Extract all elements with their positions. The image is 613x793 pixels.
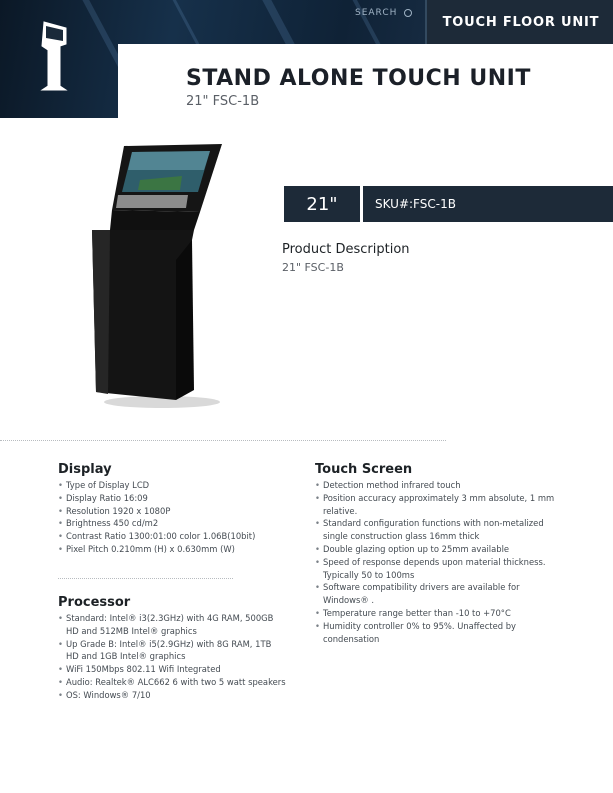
list-item: • Display Ratio 16:09: [58, 492, 288, 505]
list-item: • Standard: Intel® i3(2.3GHz) with 4G RAM, 500GB HD and 512MB Intel® graphics: [58, 612, 286, 638]
list-item: • Software compatibility drivers are available for Windows® .: [315, 581, 561, 607]
display-heading: Display: [58, 462, 112, 477]
product-description-heading: Product Description: [282, 242, 410, 257]
list-item: • Up Grade B: Intel® i5(2.9GHz) with 8G RAM, 1TB HD and 1GB Intel® graphics: [58, 638, 286, 664]
category-label: TOUCH FLOOR UNIT: [442, 14, 600, 30]
list-item: • Humidity controller 0% to 95%. Unaffected by condensation: [315, 620, 561, 646]
list-item: • Double glazing option up to 25mm available: [315, 543, 561, 556]
list-item: • Audio: Realtek® ALC662 6 with two 5 watt speakers: [58, 676, 286, 689]
list-item: • Contrast Ratio 1300:01:00 color 1.06B(10bit): [58, 530, 288, 543]
section-divider: [58, 578, 233, 579]
processor-heading: Processor: [58, 595, 131, 610]
list-item: • WiFi 150Mbps 802.11 Wifi Integrated: [58, 663, 286, 676]
product-description: 21" FSC-1B: [282, 261, 344, 274]
list-item: • Detection method infrared touch: [315, 479, 561, 492]
list-item: • Brightness 450 cd/m2: [58, 517, 288, 530]
list-item: • Type of Display LCD: [58, 479, 288, 492]
list-item: • Speed of response depends upon material thickness. Typically 50 to 100ms: [315, 556, 561, 582]
list-item: • Temperature range better than -10 to +70°C: [315, 607, 561, 620]
page-subtitle: 21" FSC-1B: [186, 94, 260, 109]
size-bar: [284, 186, 360, 222]
list-item: • Standard configuration functions with non-metalized single construction glass 16mm thick: [315, 517, 561, 543]
sku-label: SKU#:FSC-1B: [375, 197, 456, 211]
page-title: STAND ALONE TOUCH UNIT: [186, 66, 531, 91]
processor-spec-list: [58, 612, 286, 702]
section-divider: [0, 440, 446, 441]
search-label[interactable]: SEARCH: [355, 8, 412, 18]
touch-screen-spec-list: [315, 479, 561, 645]
kiosk-icon: [36, 20, 72, 92]
display-spec-list: [58, 479, 288, 556]
sku-bar: [363, 186, 613, 222]
category-badge: [425, 0, 613, 44]
list-item: • Resolution 1920 x 1080P: [58, 505, 288, 518]
list-item: • Position accuracy approximately 3 mm absolute, 1 mm relative.: [315, 492, 561, 518]
search-icon: [404, 9, 412, 17]
list-item: • Pixel Pitch 0.210mm (H) x 0.630mm (W): [58, 543, 288, 556]
touch-screen-heading: Touch Screen: [315, 462, 413, 477]
list-item: • OS: Windows® 7/10: [58, 689, 286, 702]
kiosk-product-image: [82, 140, 232, 412]
size-label: 21": [306, 193, 338, 215]
